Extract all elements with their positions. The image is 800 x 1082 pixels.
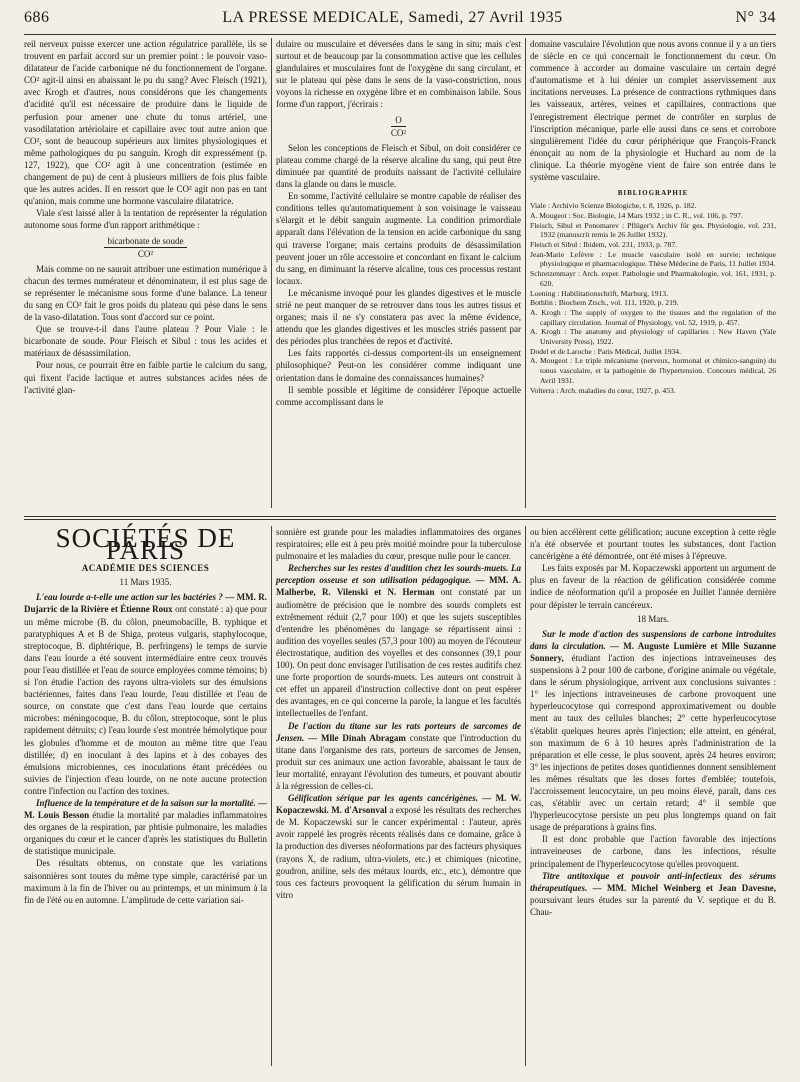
paragraph: ou bien accélèrent cette gélification; aucune exception à cette règle n'a été observée et pourtant toutes les substances, dont l'action cancérigène a été démontrée, ont été mises à l'épreuve.: [530, 527, 776, 562]
formula-denominator: CO²: [137, 248, 154, 259]
paragraph: Les faits rapportés ci-dessus comportent-ils un enseignement philosophique? Peut-on les considérer comme indiquant une orientation dans le domaine des connaissances humaines?: [276, 348, 521, 383]
formula-author: [276, 114, 521, 139]
bibliography-entry: Viale : Archivio Scienze Biologiche, t. 8, 1926, p. 182.: [530, 201, 697, 211]
section-title: SOCIÉTÉS DE PARIS: [55, 523, 236, 566]
paragraph: En somme, l'activité cellulaire se montre capable de réaliser des conditions telles qu'automatiquement à son voisinage le vaisseau s'élargit et le débit sanguin augmente. La condition primordiale apparaît dans l'élévation de la tension en acide carbonique du sang qui traverse l'organe; mais certains produits de désassimilation peuvent jouer un rôle accessoire et concordant en fixant le calcium du sang, en diminuant la réserve alcaline, tous ces processus restant locaux.: [276, 191, 521, 286]
paragraph: Les faits exposés par M. Kopaczewski apportent un argument de plus en faveur de la réaction de gélification considérée comme indice de néoformation qu'il a proposée en Juillet l'année dernière pour dépister le terrain cancéreux.: [530, 563, 776, 610]
section-separator: [24, 516, 776, 517]
column-divider: [525, 526, 526, 1066]
page-header: [24, 6, 776, 30]
formula-numerator: O: [391, 114, 406, 127]
bottom-column-1: [24, 523, 268, 906]
academy-heading: ACADÉMIE DES SCIENCES: [81, 563, 210, 574]
bibliography-entry: Dodel et de Laroche : Paris Médical, Juillet 1934.: [530, 346, 681, 356]
paragraph: Il est donc probable que l'action favorable des injections intraveineuses de carbone, dans les infections, résulte principalement de l'hyperleucocytose qu'elles provoquent.: [530, 834, 776, 869]
session-date: 18 Mars.: [637, 613, 669, 624]
paragraph: Que se trouve-t-il dans l'autre plateau ? Pour Viale : le bicarbonate de soude. Pour Fleisch et Sibul : tous les acides et matériaux de désassimilation.: [24, 324, 267, 359]
journal-title: LA PRESSE MEDICALE, Samedi, 27 Avril 1935: [222, 9, 563, 26]
paragraph: Des résultats obtenus, on constate que les variations saisonnières sont toutes du même type simple, caractérisé par un maximum à la fin de l'hiver ou au printemps, et un minimum à la fin de l'été ou en automne. L'amplitude de cette variation sai-: [24, 858, 267, 905]
column-divider: [525, 38, 526, 508]
paragraph: Le mécanisme invoqué pour les glandes digestives et le muscle strié ne peut manquer de se retrouver dans tous les autres tissus et organes; mais il ne s'y constatera pas avec la même évidence, attendu que les glandes digestives et les muscles striés passent par des périodes plus tranchées de repos et d'activité.: [276, 287, 521, 347]
paragraph: Il semble possible et légitime de considérer l'époque actuelle comme accomplissant dans le: [276, 384, 521, 407]
bibliography-entry: A. Krogh : The supply of oxygen to the tissues and the regulation of the capillary circulation. Journal of Physiology, vol. 52, 1919, p. 457.: [530, 307, 776, 327]
paragraph: reil nerveux puisse exercer une action régulatrice parallèle, ils se trouvent en parfait accord sur un premier point : le pouvoir vaso-dilatateur de l'acide carbonique né du fonctionnement de l'organe. CO² agit-il ainsi en abaissant le pu du sang? Avec Fleisch (1921), avec Krogh et d'autres, nous considérons que les changements d'acidité qu'il est nécessaire de produire dans le liquide de perfusion pour amener une chute du tonus artériel, une vasodilatation artériolaire et capillaire avec tout autre anion que CO², sont de beaucoup supérieurs aux limites physiologiques et même pathologiques du pu sanguin. Krogh dit expressément (p. 127, 1922), que CO² agit à une concentration (estimée en changement de pu) de cent à plusieurs milliers de fois plus faible que les autres acides. Il en ressort que le CO² agit non pas en tant qu'anion, mais comme une hormone vasculaire dilatatrice.: [24, 39, 267, 207]
paragraph: Mais comme on ne saurait attribuer une estimation numérique à chacun des termes numérateur et dénominateur, il est plus sage de se représenter le mécanisme sous forme d'une balance. La teneur du sang en CO² fait le gros poids du plateau qui pèse dans le sens de la vaso-dilatation. Tous sont d'accord sur ce point.: [24, 263, 267, 323]
column-divider: [271, 526, 272, 1066]
formula-viale: [24, 235, 267, 260]
top-column-2: [276, 38, 521, 408]
bottom-column-2: [276, 526, 521, 901]
section-separator: [24, 519, 776, 520]
bibliography-entry: Bothlin : Biochem Ztsch., vol. 111, 1920, p. 219.: [530, 298, 679, 308]
bibliography-entry: A. Mougeot : Soc. Biologie, 14 Mars 1932 ; in C. R., vol. 106, p. 797.: [530, 210, 743, 220]
bibliography: [530, 201, 776, 395]
bibliography-entry: Volterra : Arch. maladies du cœur, 1927, p. 453.: [530, 385, 676, 395]
communication: Titre antitoxique et pouvoir anti-infectieux des sérums thérapeutiques. — MM. Michel Weinberg et Jean Davesne, poursuivant leurs études sur la parenté du V. septique et du B. Chau-: [530, 870, 776, 917]
paragraph: dulaire ou musculaire et déversées dans le sang in situ; mais c'est surtout et de beaucoup par la consommation active que les cellules glandulaires et musculaires font de l'oxygène du sang circulant, et sur le plateau qui pèse dans le sens de la vaso-constriction, nous voyons la richesse en oxygène libre et en combinaison labile. Sous forme d'un rapport, j'écrirais :: [276, 39, 521, 110]
communication: De l'action du titane sur les rats porteurs de sarcomes de Jensen. — Mlle Dinah Abragam constate que l'introduction du titane dans l'organisme des rats, porteurs de sarcomes de Jensen, produit sur ces animaux une action favorable, abaissant le taux de leur mortalité, enrayant l'évolution des tumeurs, et pouvant aboutir à la régression de celles-ci.: [276, 720, 521, 791]
issue-number: N° 34: [735, 9, 776, 26]
top-column-3: [530, 38, 776, 395]
bibliography-entry: Schretzenmayr : Arch. exper. Pathologie und Pharmakologie, vol. 161, 1931, p. 620.: [530, 269, 776, 288]
formula-numerator: bicarbonate de soude: [104, 235, 188, 248]
paragraph: Viale s'est laissé aller à la tentation de représenter la régulation autonome sous forme d'un rapport arithmétique :: [24, 208, 267, 231]
column-divider: [271, 38, 272, 508]
paragraph: Selon les conceptions de Fleisch et Sibul, on doit considérer ce plateau comme chargé de la réserve alcaline du sang, qui peut être diminuée par quantité de produits naissant de l'activité cellulaire dans la glande ou dans le muscle.: [276, 142, 521, 190]
bibliography-entry: A. Krogh : The anatomy and physiology of capillaries : New Haven (Yale University Press), 1922.: [530, 327, 776, 347]
bibliography-entry: Fleisch et Sibul : Ibidem, vol. 231, 1933, p. 787.: [530, 240, 678, 250]
bibliography-entry: Jean-Marie Lefèvre : Le muscle vasculaire isolé en survie; technique physiologique et pharmacologique. Thèse Médecine de Paris, 11 Juillet 1934.: [530, 249, 776, 269]
formula-denominator: CO²: [390, 127, 407, 138]
paragraph: sonnière est grande pour les maladies inflammatoires des organes respiratoires; elle est à peu près moitié moindre pour la tuberculose pulmonaire et les maladies du cœur, presque nulle pour le cancer.: [276, 527, 521, 562]
bibliography-entry: Loening : Habilitationschrift, Marburg, 1913.: [530, 288, 668, 298]
bibliography-entry: A. Mougeot : Le triple mécanisme (nerveux, hormonal et chimico-sanguin) du tonus vasculaire, et la pathogénie de l'hypertension. Concours médical, 26 Avril 1931.: [530, 356, 776, 385]
header-rule: [24, 34, 776, 35]
top-column-1: [24, 38, 267, 396]
session-date: 11 Mars 1935.: [119, 577, 172, 588]
bibliography-entry: Fleisch, Sibul et Ponomarev : Pflüger's Archiv für ges. Physiologie, vol. 231, 1932 (manuscrit remis le 26 Juillet 1932).: [530, 220, 776, 240]
communication: Sur le mode d'action des suspensions de carbone introduites dans la circulation. — M. Auguste Lumière et Mlle Suzanne Sonnery, étudiant l'action des injections intraveineuses des suspensions à 2 pour 100 de carbone, d'origine animale ou végétale, dans le sérum physiologique, arrivent aux conclusions suivantes : 1° les injections intraveineuses de carbone provoquent une hyperleucocytose qui correspond approximativement ou double ment au taux des cellules blanches; 2° cette hyperleucocytose s'établit quelques heures après l'injection; elle atteint, en général, son maximum de 6 à 10 heures après l'administration de la préparation et elle cesse, le plus souvent, après 24 heures environ; 3° les injections de petites doses quotidiennes donnent sensiblement les mêmes résultats que les doses fortes d'emblée; toutefois, l'accroissement leucocytaire, un peu moins élevé, paraît, dans ces cas, s'établir avec un certain retard; 4° il semble que l'hyperleucocytose persiste un peu plus longtemps quand on fait usage de préparations à grains fins.: [530, 628, 776, 833]
paragraph: Pour nous, ce pourrait être en faible partie le calcium du sang, qui fixent l'acide lactique et autres substances acides nées de l'activité glan-: [24, 360, 267, 395]
bottom-column-3: [530, 526, 776, 918]
paragraph: domaine vasculaire l'évolution que nous avons connue il y a un tiers de siècle en ce qui concernait le fonctionnement du cœur. On commence à accorder au domaine vasculaire un certain degré d'automatisme et à lui dénier un complet asservissement aux incitations nerveuses. La présence de contractions rythmiques dans les vaisseaux, artères, veines et capillaires, contractions que l'enregistrement électrique permet de contrôler en surplus de l'inscription mécanique, parle elle aussi dans ce sens et corrobore singulièrement l'idée du cœur périphérique que François-Franck énonçait au nom de la physiologie et Huchard au nom de la clinique. La théorie myogène vient de faire son entrée dans le système vasculaire.: [530, 39, 776, 183]
communication: Recherches sur les restes d'audition chez les sourds-muets. La perception osseuse et son utilisation pédagogique. — MM. A. Malherbe, R. Vilenski et N. Herman ont constaté par un audiomètre de précision que le nombre des sourds complets est extrêmement réduit (2,7 pour 100) et que les sujets susceptibles d'entendre les phénomènes du langage se répartissent ainsi : audition des voyelles seules (57,3 pour 100) au moyen de l'écouteur électrostatique, audition des voyelles et des consonnes (39,1 pour 100). On peut donc envisager l'utilisation de ces restes auditifs chez une forte proportion de sourds-muets. Les auteurs ont construit à cet effet un appareil d'instruction collective dont on peut espérer des avantages, en ce qui concerne la parole, la langue et les facultés intellectuelles de l'enfant.: [276, 563, 521, 719]
communication: L'eau lourde a-t-elle une action sur les bactéries ? — MM. R. Dujarric de la Rivière et Étienne Roux ont constaté : a) que pour un même microbe (B. du côlon, pneumobacille, B. typhique et paratyphiques A et B de Shiga, proteus vulgaris, staphylocoque, streptocoque, B. diphtérique, B. perfringens) le temps de survie dans l'eau lourde a été souvent intermédiaire entre ceux trouvés pour l'eau distillée et l'eau de source employées comme témoins; b) si l'on étudie l'action des rayons ultra-violets sur des émulsions bactériennes, faites dans l'eau lourde, l'eau distillée et l'eau de source, on constate que c'est dans l'eau lourde que certains microbes: méningocoque, B. du côlon, streptocoque, sont le plus rapidement détruits; c) l'eau lourde s'est montrée hémolytique pour les globules d'homme et de mouton au même titre que l'eau distillée; d) en inoculant à des lapins et à des cobayes des émulsions microbiennes, ces inoculations étant précédées ou suivies de l'injection d'eau lourde, on ne note aucune protection contre l'infection ou l'action des toxines.: [24, 592, 267, 796]
bibliography-title: BIBLIOGRAPHIE: [617, 189, 689, 198]
page-number: 686: [24, 9, 50, 26]
communication: Gélification sérique par les agents cancérigènes. — M. W. Kopaczewski. M. d'Arsonval a exposé les résultats des recherches de M. Kopaczewski sur le cancer expérimental : l'auteur, après avoir rappelé les progrès récents réalisés dans ce domaine, grâce à la production des diverses néoformations par des facteurs physiques (rayons X, de radium, ultra-violets, etc.) et chimiques (nicotine, goudron, aniline, sels des métaux lourds, etc., etc.), démontre que tous ces facteurs provoquent la gélification du sérum humain in vitro: [276, 793, 521, 900]
communication: Influence de la température et de la saison sur la mortalité. — M. Louis Besson étudie la mortalité par maladies inflammatoires des organes de la respiration, par phtisie pulmonaire, les maladies organiques du cœur et le cancer d'après les statistiques du Bulletin de statistique municipale.: [24, 797, 268, 857]
